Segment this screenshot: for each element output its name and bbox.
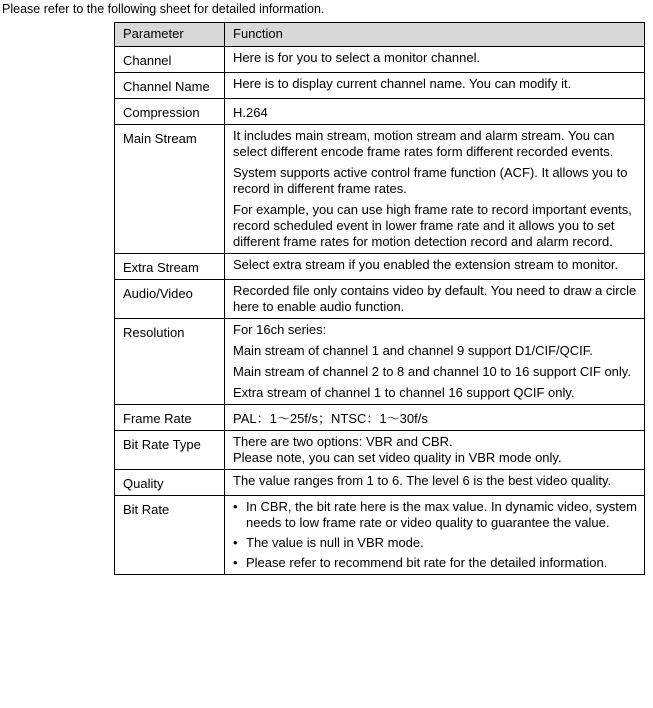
param-frame-rate: Frame Rate	[115, 405, 225, 431]
function-text: Recorded file only contains video by default. You need to draw a circle here to enable audio function.	[233, 283, 637, 314]
function-text: It includes main stream, motion stream and alarm stream. You can select different encode frame rates form different recorded events.	[233, 128, 615, 159]
function-text: Extra stream of channel 1 to channel 16 support QCIF only.	[233, 385, 575, 400]
bullet-item: • The value is null in VBR mode.	[233, 535, 638, 551]
function-text: Here is for you to select a monitor channel.	[233, 50, 481, 65]
function-cell	[225, 125, 645, 254]
function-text: The value ranges from 1 to 6. The level 6 is the best video quality.	[233, 473, 612, 488]
function-cell	[225, 496, 645, 575]
function-cell	[225, 280, 645, 319]
parameter-table	[114, 22, 645, 575]
param-audio-video: Audio/Video	[115, 280, 225, 319]
table-header-row	[115, 23, 645, 47]
function-cell	[225, 47, 645, 73]
function-text: Main stream of channel 1 and channel 9 support D1/CIF/QCIF.	[233, 343, 593, 358]
table-row	[115, 405, 645, 431]
function-text: Select extra stream if you enabled the extension stream to monitor.	[233, 257, 619, 272]
function-cell	[225, 319, 645, 405]
function-cell	[225, 431, 645, 470]
param-quality: Quality	[115, 470, 225, 496]
table-row	[115, 254, 645, 280]
param-compression: Compression	[115, 99, 225, 125]
bullet-item: • In CBR, the bit rate here is the max value. In dynamic video, system needs to low frame rate or video quality to guarantee the value.	[233, 499, 638, 531]
function-text: PAL：1～25f/s；NTSC：1～30f/s	[233, 411, 428, 426]
table-row	[115, 73, 645, 99]
param-extra-stream: Extra Stream	[115, 254, 225, 280]
param-bit-rate: Bit Rate	[115, 496, 225, 575]
table-row	[115, 431, 645, 470]
param-bit-rate-type: Bit Rate Type	[115, 431, 225, 470]
function-text: H.264	[233, 105, 268, 120]
function-text: System supports active control frame function (ACF). It allows you to record in different frame rates.	[233, 165, 628, 196]
param-main-stream: Main Stream	[115, 125, 225, 254]
function-text: For 16ch series:	[233, 322, 327, 337]
bit-rate-bullets	[233, 499, 638, 571]
function-cell	[225, 254, 645, 280]
function-cell	[225, 470, 645, 496]
function-cell	[225, 73, 645, 99]
param-channel-name: Channel Name	[115, 73, 225, 99]
function-text: Please note, you can set video quality in VBR mode only.	[233, 450, 562, 465]
table-row	[115, 125, 645, 254]
header-parameter: Parameter	[115, 23, 225, 47]
table-row	[115, 470, 645, 496]
header-function: Function	[225, 23, 645, 47]
intro-text: Please refer to the following sheet for detailed information.	[2, 2, 325, 16]
table-row	[115, 47, 645, 73]
table-row	[115, 280, 645, 319]
function-cell	[225, 99, 645, 125]
param-channel: Channel	[115, 47, 225, 73]
bullet-item: • Please refer to recommend bit rate for the detailed information.	[233, 555, 638, 571]
param-resolution: Resolution	[115, 319, 225, 405]
function-text: There are two options: VBR and CBR.	[233, 434, 453, 449]
function-text: Main stream of channel 2 to 8 and channel 10 to 16 support CIF only.	[233, 364, 631, 379]
function-text: Here is to display current channel name. You can modify it.	[233, 76, 572, 91]
table-row	[115, 496, 645, 575]
function-cell	[225, 405, 645, 431]
function-text: For example, you can use high frame rate to record important events, record scheduled event in lower frame rate and it allows you to set different frame rates for motion detection record and alarm record.	[233, 202, 632, 249]
table-row	[115, 319, 645, 405]
table-row	[115, 99, 645, 125]
